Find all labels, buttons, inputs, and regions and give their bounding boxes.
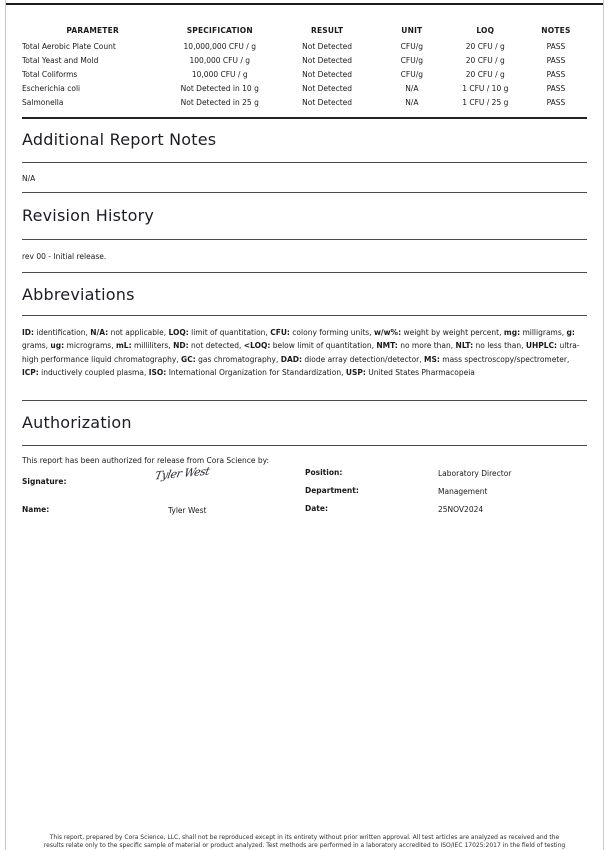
signature-label: Signature: — [22, 477, 67, 486]
abbreviation-term: USP: — [345, 367, 366, 377]
section-rule — [22, 162, 587, 163]
table-cell: Total Yeast and Mold — [22, 55, 99, 65]
table-cell: PASS — [546, 41, 566, 51]
abbreviation-term: mL: — [115, 341, 132, 351]
abbreviation-term: GC: — [181, 354, 196, 364]
table-row — [22, 95, 587, 109]
table-cell: PASS — [546, 69, 566, 79]
authorization-intro: This report has been authorized for release from Cora Science by: — [22, 456, 270, 465]
table-cell: 20 CFU / g — [465, 69, 505, 79]
signature-script: Tyler West — [153, 464, 211, 483]
table-cell: 20 CFU / g — [465, 41, 505, 51]
table-cell: 10,000,000 CFU / g — [183, 41, 256, 51]
table-cell: Not Detected — [302, 69, 353, 79]
table-cell: Not Detected in 25 g — [180, 97, 259, 107]
section-rule — [22, 400, 587, 401]
column-header: NOTES — [541, 26, 571, 35]
revision-history-body: rev 00 - Initial release. — [22, 252, 107, 261]
section-title-abbreviations: Abbreviations — [22, 285, 135, 304]
section-rule — [22, 445, 587, 446]
top-rule — [6, 3, 603, 5]
date-value: 25NOV2024 — [438, 505, 484, 514]
page-edge-right — [603, 0, 604, 850]
section-title-authorization: Authorization — [22, 413, 132, 432]
position-value: Laboratory Director — [438, 469, 512, 478]
abbreviation-term: mg: — [503, 328, 521, 337]
name-label: Name: — [22, 505, 50, 514]
column-header: LOQ — [476, 26, 495, 35]
table-cell: 20 CFU / g — [465, 55, 505, 65]
abbreviation-term: ID: — [22, 328, 35, 337]
abbreviation-term: ICP: — [22, 367, 39, 377]
abbreviation-term: NMT: — [376, 341, 398, 351]
footer-line-2: results relate only to the specific sample of material or product analyzed. Test methods are performed in a laboratory accredited to ISO/IEC 17025:2017 in the field of testing — [43, 842, 566, 849]
table-row — [22, 67, 587, 81]
abbreviation-term: CFU: — [270, 328, 290, 337]
report-footer — [14, 834, 595, 850]
section-title-revision-history: Revision History — [22, 206, 155, 225]
results-table — [22, 24, 587, 109]
table-cell: Not Detected in 10 g — [180, 83, 259, 93]
section-rule — [22, 239, 587, 240]
table-cell: Not Detected — [302, 41, 353, 51]
column-header: UNIT — [401, 26, 423, 35]
table-cell: CFU/g — [400, 41, 423, 51]
table-bottom-rule — [22, 117, 587, 119]
table-cell: Not Detected — [302, 55, 353, 65]
table-cell: CFU/g — [400, 69, 423, 79]
table-cell: 1 CFU / 10 g — [462, 83, 509, 93]
abbreviations-body: ID: identification, N/A: not applicable, LOQ: limit of quantitation, CFU: colony forming units, w/w%: weight by weight percent, mg: milligrams, g: grams, ug: micrograms, mL: milliliters, ND: not detected, <LOQ: below limit of quantitation, NMT: no more than, NLT: no less than, UHPLC: ultra-high performance liquid chromatography, GC: gas chromatography, DAD: diode array detection/detector, MS: mass spectroscopy/spectrometer, ICP: inductively coupled plasma, ISO: International Organization for Standardization, USP: United States Pharmacopeia — [22, 328, 580, 377]
table-cell: 100,000 CFU / g — [189, 55, 250, 65]
abbreviation-term: N/A: — [90, 328, 109, 337]
position-label: Position: — [305, 468, 343, 477]
section-rule — [22, 192, 587, 193]
abbreviation-term: g: — [566, 328, 575, 337]
table-cell: CFU/g — [400, 55, 423, 65]
abbreviation-term: UHPLC: — [525, 341, 558, 351]
abbreviation-term: ug: — [50, 341, 65, 351]
section-title-additional-report-notes: Additional Report Notes — [22, 130, 217, 149]
section-rule — [22, 315, 587, 316]
abbreviation-term: ISO: — [148, 367, 167, 377]
table-row — [22, 53, 587, 67]
table-cell: PASS — [546, 97, 566, 107]
table-cell: 1 CFU / 25 g — [462, 97, 509, 107]
column-header: SPECIFICATION — [186, 26, 253, 35]
table-cell: 10,000 CFU / g — [191, 69, 248, 79]
abbreviation-term: <LOQ: — [243, 341, 271, 351]
table-row — [22, 81, 587, 95]
table-cell: Not Detected — [302, 83, 353, 93]
table-cell: PASS — [546, 83, 566, 93]
table-cell: Total Aerobic Plate Count — [22, 41, 116, 51]
department-label: Department: — [305, 486, 359, 495]
column-header: RESULT — [310, 26, 344, 35]
table-cell: Total Coliforms — [22, 69, 78, 79]
table-cell: N/A — [405, 83, 419, 93]
date-label: Date: — [305, 504, 328, 513]
name-value: Tyler West — [168, 506, 207, 515]
table-cell: Not Detected — [302, 97, 353, 107]
table-cell: Escherichia coli — [22, 83, 81, 93]
results-table-header-row — [22, 24, 587, 39]
abbreviation-term: LOQ: — [168, 328, 189, 337]
results-table-body — [22, 39, 587, 109]
footer-line-1: This report, prepared by Cora Science, LLC, shall not be reproduced except in its entirety without prior written approval. All test articles are analyzed as received and the — [49, 834, 560, 841]
table-cell: N/A — [405, 97, 419, 107]
abbreviation-term: NLT: — [455, 341, 474, 351]
abbreviation-term: MS: — [424, 354, 440, 364]
abbreviation-term: w/w%: — [373, 328, 402, 337]
table-cell: PASS — [546, 55, 566, 65]
department-value: Management — [438, 487, 488, 496]
table-cell: Salmonella — [22, 97, 64, 107]
section-rule — [22, 272, 587, 273]
abbreviation-term: DAD: — [280, 354, 302, 364]
authorization-fields — [22, 464, 587, 528]
additional-report-notes-body: N/A — [22, 174, 36, 183]
abbreviation-term: ND: — [173, 341, 189, 351]
column-header: PARAMETER — [66, 26, 119, 35]
table-row — [22, 39, 587, 53]
page-edge-left — [5, 0, 6, 850]
